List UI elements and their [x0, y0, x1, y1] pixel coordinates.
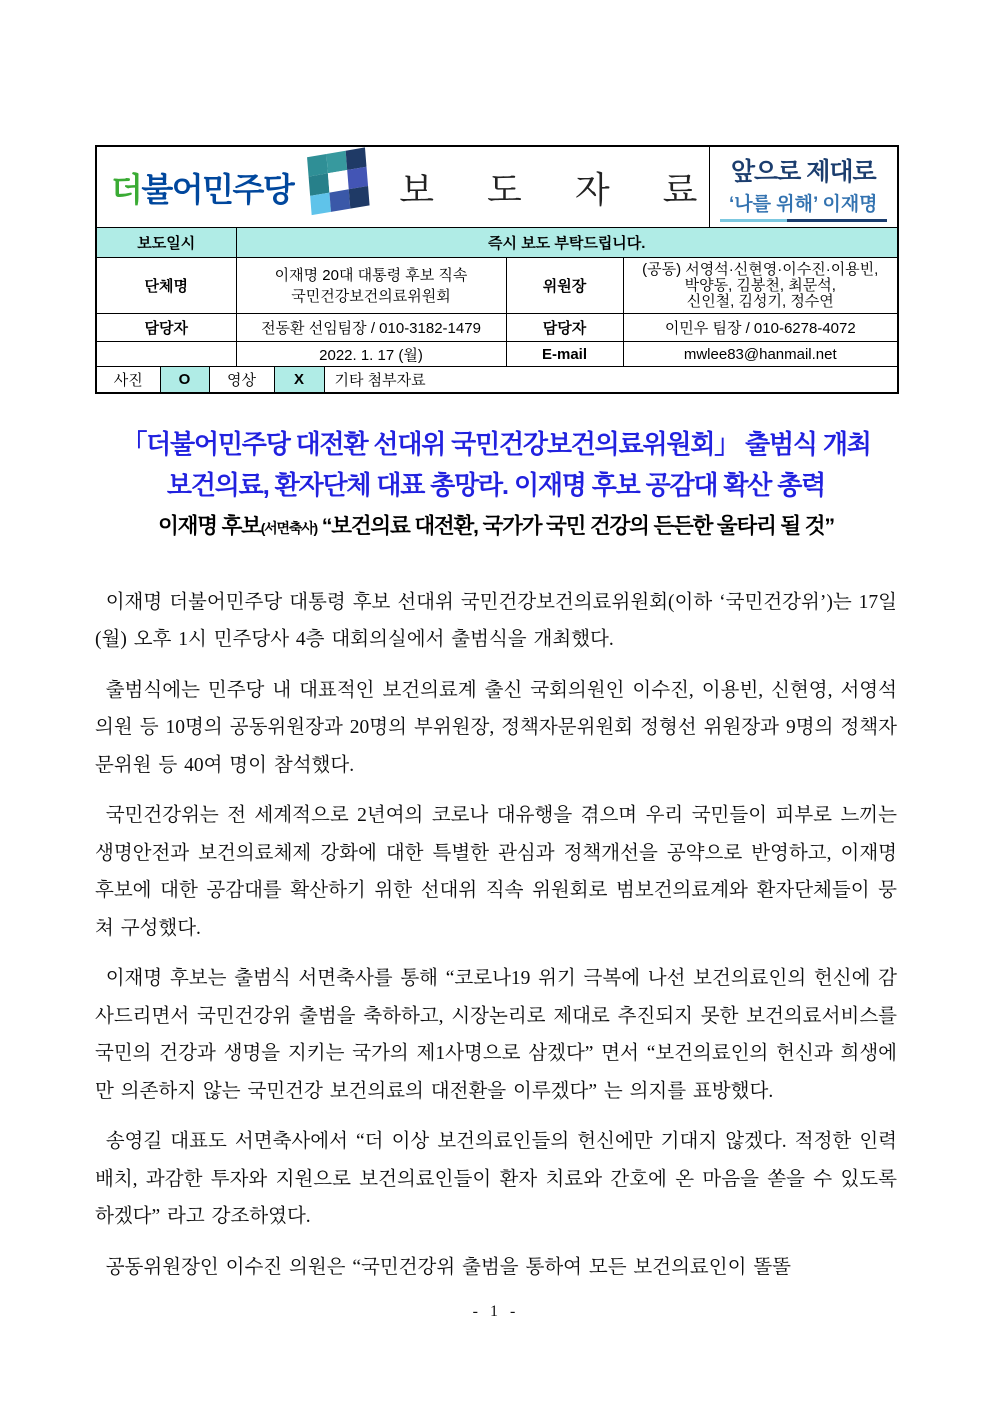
headline-line1: 「더불어민주당 대전환 선대위 국민건강보건의료위원회」 출범식 개최 — [121, 428, 871, 459]
paragraph: 송영길 대표도 서면축사에서 “더 이상 보건의료인들의 헌신에만 기대지 않겠다. 적정한 인력배치, 과감한 투자와 지원으로 보건의료인들이 환자 치료와 간호에 온 마음을 쏟을 수 있도록 하겠다” 라고 강조하였다. — [95, 1131, 897, 1227]
contact1-label: 담당자 — [96, 314, 236, 342]
campaign-candidate: ‘나를 위해’ 이재명 — [728, 194, 878, 215]
page-number: - 1 - — [472, 1303, 520, 1320]
org-label: 단체명 — [96, 258, 236, 314]
paragraph: 국민건강위는 전 세계적으로 2년여의 코로나 대유행을 겪으며 우리 국민들이 피부로 느끼는 생명안전과 보건의료체제 강화에 대한 특별한 관심과 정책개선을 공약으로 반영하고, 이재명 후보에 대한 공감대를 확산하기 위한 선대위 직속 위원회로 범보건의료계와 환자단체들이 뭉쳐 구성했다. — [95, 805, 897, 939]
attachment-label: 기타 첨부자료 — [324, 367, 898, 393]
release-date-label: 보도일시 — [96, 228, 236, 258]
campaign-slogan: 앞으로 제대로 — [730, 158, 876, 186]
header-band-left — [96, 146, 720, 228]
party-logo-blue: 불어민주당 — [141, 170, 294, 208]
campaign-logo — [712, 148, 896, 226]
empty-cell — [96, 342, 236, 367]
party-logo — [111, 148, 377, 226]
article-body — [95, 584, 897, 1287]
contact1-value: 전동환 선임팀장 / 010-3182-1479 — [236, 314, 506, 342]
email-label: E-mail — [506, 342, 623, 367]
chair-value: (공동) 서영석·신현영·이수진·이용빈, 박양동, 김봉천, 최문석, 신인철, 김성기, 정수연 — [623, 258, 898, 314]
paragraph: 이재명 후보는 출범식 서면축사를 통해 “코로나19 위기 극복에 나선 보건의료인의 헌신에 감사드리면서 국민건강위 출범을 축하하고, 시장논리로 제대로 추진되지 못한 보건의료서비스를 국민의 건강과 생명을 지키는 국가의 제1사명으로 삼겠다” 면서 “보건의료인의 헌신과 희생에만 의존하지 않는 국민건강 보건의료의 대전환을 이루겠다” 는 의지를 표방했다. — [95, 968, 897, 1102]
campaign-underline — [720, 219, 888, 222]
headline-line2: 보건의료, 환자단체 대표 총망라. 이재명 후보 공감대 확산 총력 — [166, 469, 826, 500]
contact2-label: 담당자 — [506, 314, 623, 342]
paragraph: 공동위원장인 이수진 의원은 “국민건강위 출범을 통하여 모든 보건의료인이 똘똘 — [105, 1256, 791, 1278]
email-value: mwlee83@hanmail.net — [623, 342, 898, 367]
release-date-value: 즉시 보도 부탁드립니다. — [236, 228, 898, 258]
headline-line3: 이재명 후보(서면축사) “보건의료 대전환, 국가가 국민 건강의 든든한 울타리 될 것” — [158, 513, 834, 538]
headline-line3-paren: (서면축사) — [260, 519, 317, 536]
contact2-value: 이민우 팀장 / 010-6278-4072 — [623, 314, 898, 342]
paragraph: 출범식에는 민주당 내 대표적인 보건의료계 출신 국회의원인 이수진, 이용빈, 신현영, 서영석 의원 등 10명의 공동위원장과 20명의 부위원장, 정책자문위원회 정형선 위원장과 9명의 정책자문위원 등 40여 명이 참석했다. — [95, 679, 897, 776]
campaign-logo-cell — [709, 146, 898, 228]
document-content — [95, 145, 897, 1299]
video-flag-value: X — [274, 367, 324, 393]
document-type-title: 보 도 자 료 — [399, 169, 720, 210]
video-label: 영상 — [209, 367, 274, 393]
press-info-table — [95, 145, 899, 394]
chair-label: 위원장 — [506, 258, 623, 314]
party-flag-icon — [295, 146, 377, 224]
date-value: 2022. 1. 17 (월) — [236, 342, 506, 367]
org-value: 이재명 20대 대통령 후보 직속 국민건강보건의료위원회 — [236, 258, 506, 314]
paragraph: 이재명 더불어민주당 대통령 후보 선대위 국민건강보건의료위원회(이하 ‘국민건강위’)는 17일(월) 오후 1시 민주당사 4층 대회의실에서 출범식을 개최했다. — [95, 591, 897, 650]
party-logo-text — [111, 164, 293, 211]
photo-label: 사진 — [96, 367, 160, 393]
photo-flag-value: O — [160, 367, 209, 393]
party-logo-green: 더 — [111, 170, 142, 208]
headline-block — [95, 424, 897, 546]
